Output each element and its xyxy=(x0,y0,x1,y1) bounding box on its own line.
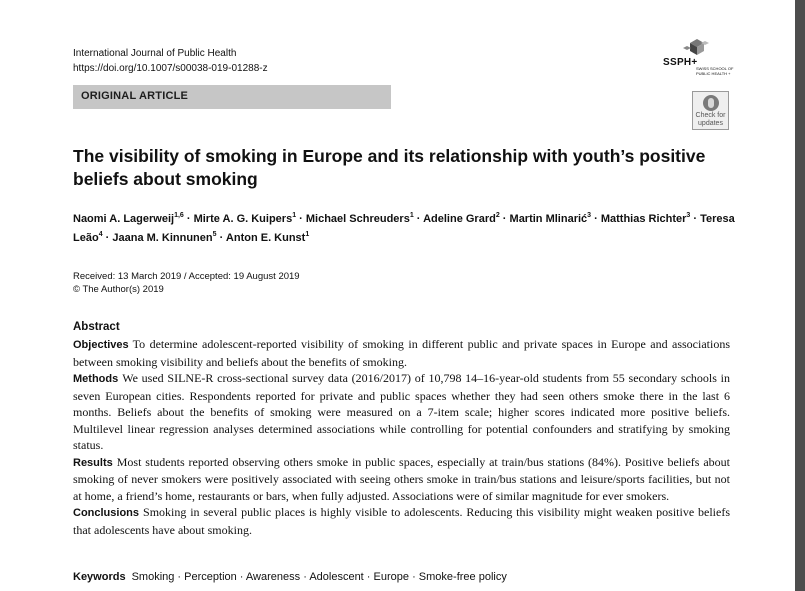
methods-text: We used SILNE-R cross-sectional survey data (2016/2017) of 10,798 14–16-year-old students from 55 secondary schools in seven European cities. Respondents reported for private and public spaces whether they had seen others smoke there in the last 6 months. Beliefs about the benefits of smoking were measured on a 7-item scale; higher scores indicated more positive beliefs. Multilevel linear regression analyses determined associations while controlling for potential confounders and stratifying by smoking status. xyxy=(73,371,730,452)
author-affiliation: 4 xyxy=(98,231,103,238)
keyword-list xyxy=(132,571,507,583)
results-text: Most students reported observing others smoke in public spaces, especially at train/bus stations (84%). Positive beliefs about smoking of never smokers were positively associated with seeing others smoke in train/bus stations and leisure/sports facilities, but not at home, a friend’s home, restaurants or bars, when fully adjusted. Associations were of similar magnitude for ever smokers. xyxy=(73,454,730,503)
article-type: ORIGINAL ARTICLE xyxy=(81,90,189,102)
author-separator: · xyxy=(499,213,510,225)
author-separator: · xyxy=(102,232,113,244)
objectives-text: To determine adolescent-reported visibility of smoking in different public and private spaces in Europe and associations between smoking visibility and beliefs about the benefits of smoking. xyxy=(73,337,730,369)
abstract-objectives xyxy=(73,336,730,370)
author-name: Anton E. Kunst xyxy=(225,232,306,244)
check-updates-label: Check for updates xyxy=(695,112,726,127)
keywords-label: Keywords xyxy=(73,571,126,583)
abstract-heading: Abstract xyxy=(73,321,120,333)
author-affiliation: 1 xyxy=(292,212,297,219)
keyword-separator: · xyxy=(300,571,310,583)
viewer-scroll-gutter[interactable] xyxy=(795,0,805,591)
author-separator: · xyxy=(183,213,194,225)
abstract-results xyxy=(73,454,730,505)
author-affiliation: 2 xyxy=(495,212,500,219)
keyword: Smoking xyxy=(131,571,175,583)
author-list xyxy=(73,210,738,248)
article-title: The visibility of smoking in Europe and its relationship with youth’s positive beliefs about smoking xyxy=(73,146,706,189)
author-affiliation: 5 xyxy=(212,231,217,238)
conclusions-label: Conclusions xyxy=(73,507,140,519)
results-label: Results xyxy=(73,456,113,469)
abstract xyxy=(73,320,730,538)
logo-subtext: SWISS SCHOOL OF PUBLIC HEALTH + xyxy=(696,66,734,76)
abstract-methods xyxy=(73,370,730,454)
keyword: Smoke-free policy xyxy=(418,571,507,583)
author-name: Jaana M. Kinnunen xyxy=(112,232,213,244)
author-name: Matthias Richter xyxy=(600,213,687,225)
author-separator: · xyxy=(591,213,601,225)
keyword: Adolescent xyxy=(309,571,364,583)
keywords xyxy=(73,569,733,585)
author-separator: · xyxy=(216,232,226,244)
author[interactable] xyxy=(73,213,184,225)
keyword: Perception xyxy=(184,571,237,583)
author[interactable] xyxy=(423,213,500,225)
author-affiliation: 1,6 xyxy=(174,212,184,219)
keyword-separator: · xyxy=(174,571,185,583)
author-name: Teresa Leão xyxy=(73,213,735,244)
journal-header xyxy=(73,46,268,76)
author-name: Adeline Grard xyxy=(423,213,496,225)
author-separator: · xyxy=(690,213,701,225)
author-separator: · xyxy=(296,213,306,225)
author[interactable] xyxy=(306,213,414,225)
author[interactable] xyxy=(226,232,309,244)
author[interactable] xyxy=(112,232,216,244)
author-separator: · xyxy=(413,213,424,225)
journal-name: International Journal of Public Health xyxy=(73,48,237,59)
author-affiliation: 1 xyxy=(409,212,414,219)
author-name: Martin Mlinarić xyxy=(509,213,588,225)
author[interactable] xyxy=(194,213,297,225)
abstract-conclusions xyxy=(73,504,730,538)
ssph-logo xyxy=(661,38,733,78)
author-name: Naomi A. Lagerweij xyxy=(73,213,175,225)
copyright: © The Author(s) 2019 xyxy=(73,284,164,295)
check-updates-icon xyxy=(703,95,719,111)
check-for-updates-button[interactable] xyxy=(692,91,729,130)
logo-text: SSPH+ xyxy=(663,57,698,68)
methods-label: Methods xyxy=(73,373,119,385)
keyword-separator: · xyxy=(363,571,374,583)
author[interactable] xyxy=(510,213,592,225)
author-affiliation: 3 xyxy=(686,212,691,219)
keyword: Europe xyxy=(373,571,410,583)
author-affiliation: 3 xyxy=(587,212,592,219)
author-affiliation: 1 xyxy=(305,231,310,238)
objectives-label: Objectives xyxy=(73,339,129,351)
keyword-separator: · xyxy=(409,571,419,583)
doi-link[interactable]: https://doi.org/10.1007/s00038-019-01288-z xyxy=(73,63,268,74)
keyword: Awareness xyxy=(245,571,301,583)
article-type-band xyxy=(73,85,391,109)
logo-cube-icon xyxy=(661,38,733,58)
received-accepted: Received: 13 March 2019 / Accepted: 19 August 2019 xyxy=(73,271,300,282)
conclusions-text: Smoking in several public places is highly visible to adolescents. Reducing this visibility might weaken positive beliefs that adolescents have about smoking. xyxy=(73,505,730,537)
article-dates xyxy=(73,270,300,296)
author-name: Mirte A. G. Kuipers xyxy=(193,213,293,225)
keyword-separator: · xyxy=(236,571,246,583)
author-name: Michael Schreuders xyxy=(305,213,410,225)
author[interactable] xyxy=(601,213,690,225)
